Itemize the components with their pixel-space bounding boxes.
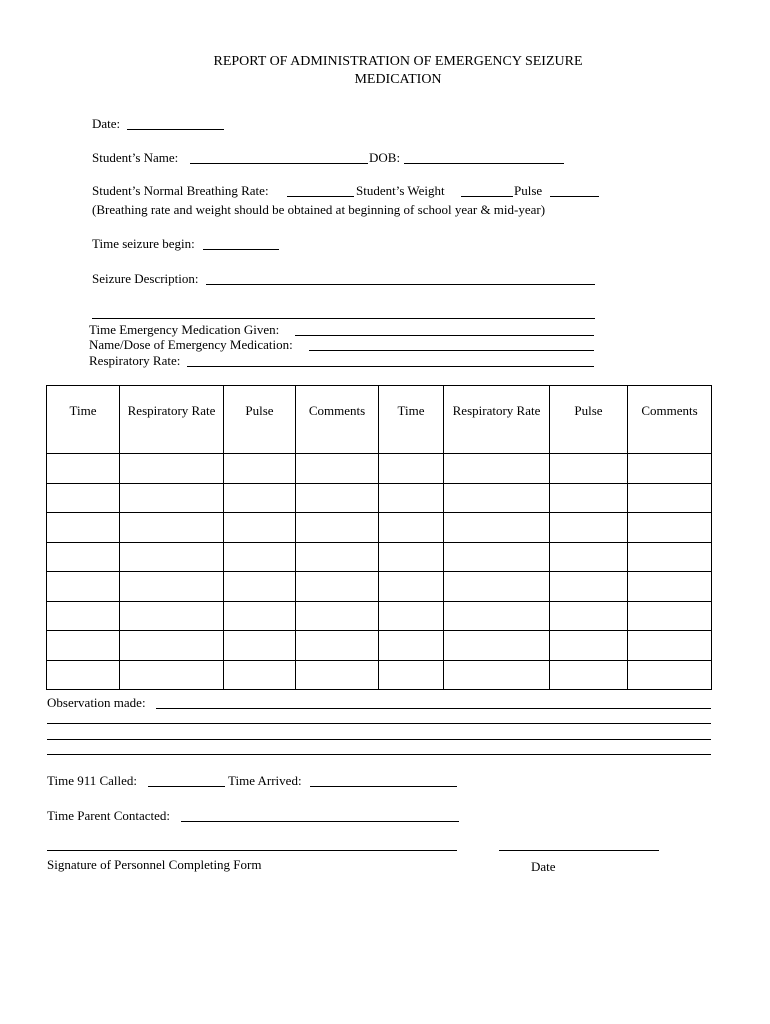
table-cell[interactable]: [296, 631, 379, 661]
column-header: Time: [47, 386, 120, 454]
table-cell[interactable]: [550, 513, 628, 543]
table-cell[interactable]: [628, 631, 712, 661]
time-seizure-field[interactable]: [203, 249, 279, 250]
table-cell[interactable]: [444, 572, 550, 602]
table-cell[interactable]: [47, 631, 120, 661]
table-cell[interactable]: [224, 572, 296, 602]
pulse-field[interactable]: [550, 196, 599, 197]
table-cell[interactable]: [120, 513, 224, 543]
table-cell[interactable]: [296, 572, 379, 602]
table-row: [47, 513, 712, 543]
signature-field[interactable]: [47, 850, 457, 851]
column-header: Respiratory Rate: [120, 386, 224, 454]
table-cell[interactable]: [628, 542, 712, 572]
time-seizure-label: Time seizure begin:: [92, 236, 195, 251]
seizure-description-label: Seizure Description:: [92, 271, 199, 286]
column-header: Comments: [628, 386, 712, 454]
observation-field-2[interactable]: [47, 723, 711, 724]
observation-field-3[interactable]: [47, 739, 711, 740]
time-med-given-label: Time Emergency Medication Given:: [89, 322, 280, 337]
table-cell[interactable]: [296, 542, 379, 572]
table-cell[interactable]: [224, 513, 296, 543]
table-cell[interactable]: [120, 572, 224, 602]
student-name-field[interactable]: [190, 163, 368, 164]
dob-field[interactable]: [404, 163, 564, 164]
table-cell[interactable]: [224, 631, 296, 661]
breathing-rate-label: Student’s Normal Breathing Rate:: [92, 183, 269, 198]
table-cell[interactable]: [296, 483, 379, 513]
time-arrived-label: Time Arrived:: [228, 773, 302, 788]
signature-date-field[interactable]: [499, 850, 659, 851]
table-cell[interactable]: [120, 483, 224, 513]
table-row: [47, 572, 712, 602]
table-cell[interactable]: [224, 660, 296, 690]
table-cell[interactable]: [550, 660, 628, 690]
observation-field-4[interactable]: [47, 754, 711, 755]
student-name-label: Student’s Name:: [92, 150, 179, 165]
table-cell[interactable]: [379, 631, 444, 661]
measurement-note: (Breathing rate and weight should be obtained at beginning of school year & mid-year): [92, 202, 546, 217]
column-header: Comments: [296, 386, 379, 454]
signature-date-label: Date: [531, 859, 556, 874]
table-cell[interactable]: [550, 542, 628, 572]
weight-label: Student’s Weight: [356, 183, 445, 198]
table-cell[interactable]: [47, 660, 120, 690]
time-911-field[interactable]: [148, 786, 225, 787]
vitals-log-table: [46, 385, 712, 690]
table-cell[interactable]: [444, 601, 550, 631]
table-cell[interactable]: [120, 660, 224, 690]
table-row: [47, 660, 712, 690]
table-cell[interactable]: [379, 542, 444, 572]
table-row: [47, 483, 712, 513]
table-cell[interactable]: [550, 454, 628, 484]
table-header-row: [47, 386, 712, 454]
table-cell[interactable]: [47, 483, 120, 513]
table-cell[interactable]: [550, 601, 628, 631]
table-cell[interactable]: [296, 660, 379, 690]
table-cell[interactable]: [120, 454, 224, 484]
dob-label: DOB:: [369, 150, 401, 165]
date-label: Date:: [92, 116, 121, 131]
time-parent-label: Time Parent Contacted:: [47, 808, 171, 823]
date-field[interactable]: [127, 129, 224, 130]
signature-label: Signature of Personnel Completing Form: [47, 857, 262, 872]
table-cell[interactable]: [379, 601, 444, 631]
table-cell[interactable]: [444, 542, 550, 572]
table-cell[interactable]: [379, 513, 444, 543]
table-cell[interactable]: [47, 454, 120, 484]
column-header: Respiratory Rate: [444, 386, 550, 454]
table-cell[interactable]: [628, 660, 712, 690]
table-cell[interactable]: [120, 542, 224, 572]
seizure-description-field-2[interactable]: [92, 318, 595, 319]
table-cell[interactable]: [296, 513, 379, 543]
table-cell[interactable]: [47, 572, 120, 602]
table-cell[interactable]: [120, 631, 224, 661]
table-row: [47, 454, 712, 484]
table-cell[interactable]: [444, 513, 550, 543]
table-cell[interactable]: [550, 483, 628, 513]
time-parent-field[interactable]: [181, 821, 459, 822]
form-title-line-1: REPORT OF ADMINISTRATION OF EMERGENCY SEIZURE: [213, 54, 583, 69]
table-cell[interactable]: [379, 454, 444, 484]
table-row: [47, 542, 712, 572]
time-arrived-field[interactable]: [310, 786, 457, 787]
table-cell[interactable]: [628, 572, 712, 602]
name-dose-field[interactable]: [309, 350, 594, 351]
table-cell[interactable]: [550, 572, 628, 602]
table-cell[interactable]: [379, 660, 444, 690]
name-dose-label: Name/Dose of Emergency Medication:: [89, 337, 293, 352]
pulse-label: Pulse: [514, 183, 543, 198]
table-cell[interactable]: [379, 572, 444, 602]
observation-label: Observation made:: [47, 695, 146, 710]
table-cell[interactable]: [550, 631, 628, 661]
resp-rate-field[interactable]: [187, 366, 594, 367]
table-cell[interactable]: [47, 542, 120, 572]
table-cell[interactable]: [296, 601, 379, 631]
table-cell[interactable]: [120, 601, 224, 631]
table-cell[interactable]: [444, 454, 550, 484]
observation-field[interactable]: [156, 708, 711, 709]
table-row: [47, 601, 712, 631]
table-cell[interactable]: [47, 513, 120, 543]
time-911-label: Time 911 Called:: [47, 773, 138, 788]
table-cell[interactable]: [224, 601, 296, 631]
table-body: [47, 454, 712, 690]
table-cell[interactable]: [379, 483, 444, 513]
column-header: Pulse: [550, 386, 628, 454]
table-cell[interactable]: [47, 601, 120, 631]
breathing-rate-field[interactable]: [287, 196, 354, 197]
time-med-given-field[interactable]: [295, 335, 594, 336]
table-cell[interactable]: [224, 483, 296, 513]
form-title-line-2: MEDICATION: [354, 72, 442, 87]
table-row: [47, 631, 712, 661]
table-cell[interactable]: [628, 454, 712, 484]
table-cell[interactable]: [444, 660, 550, 690]
table-cell[interactable]: [224, 542, 296, 572]
weight-field[interactable]: [461, 196, 513, 197]
table-cell[interactable]: [628, 601, 712, 631]
resp-rate-label: Respiratory Rate:: [89, 353, 181, 368]
table-cell[interactable]: [444, 631, 550, 661]
column-header: Pulse: [224, 386, 296, 454]
table-cell[interactable]: [444, 483, 550, 513]
table-cell[interactable]: [224, 454, 296, 484]
seizure-description-field[interactable]: [206, 284, 595, 285]
column-header: Time: [379, 386, 444, 454]
table-cell[interactable]: [628, 513, 712, 543]
table-cell[interactable]: [296, 454, 379, 484]
table-cell[interactable]: [628, 483, 712, 513]
